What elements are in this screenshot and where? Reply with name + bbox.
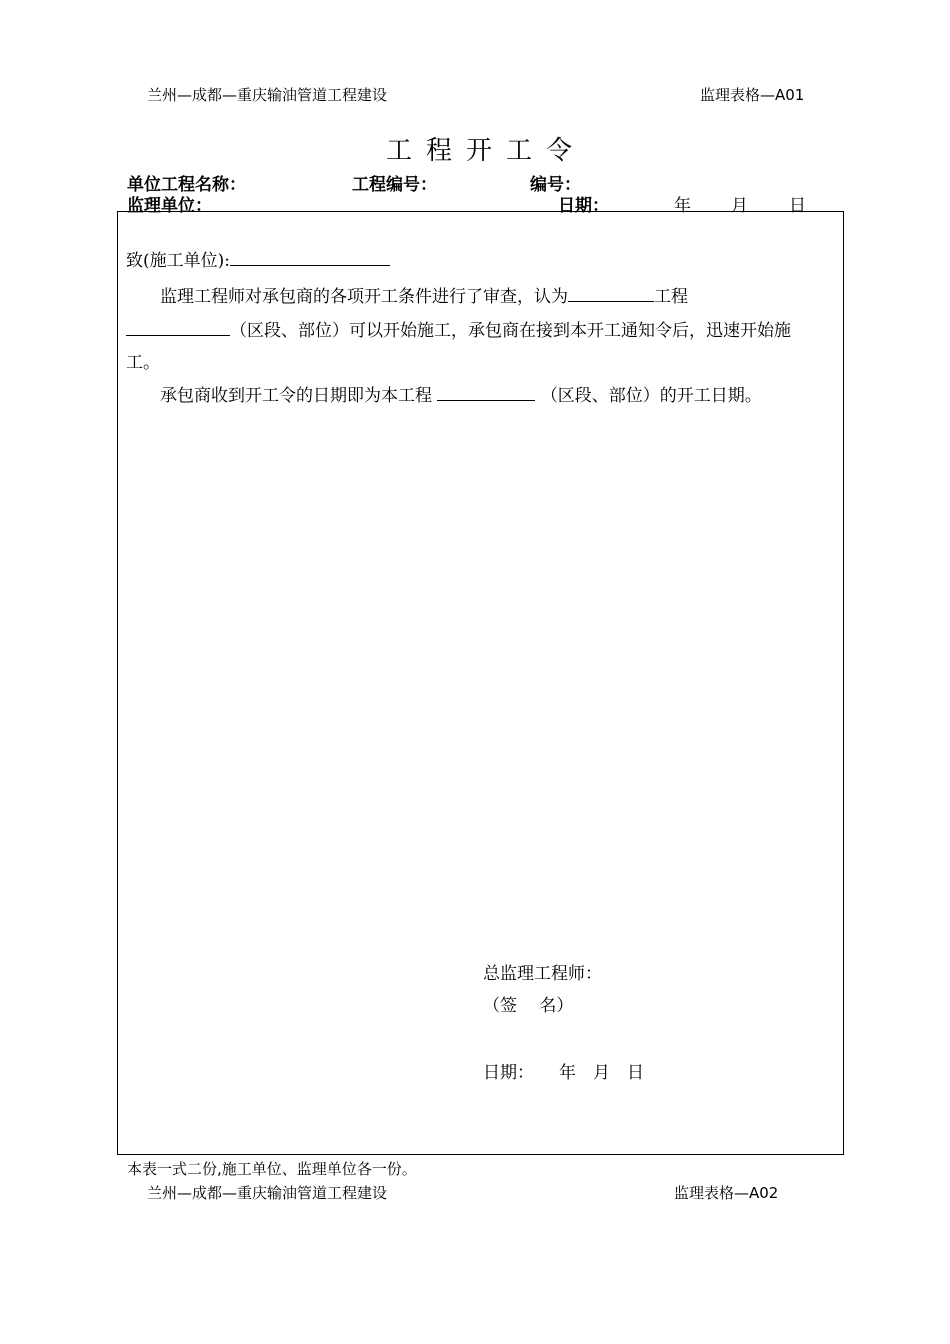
- commencement-section-blank[interactable]: [437, 382, 535, 401]
- supervisor-unit-label: 监理单位：: [127, 196, 212, 216]
- p1-text-b: 工程: [654, 287, 688, 307]
- p2-text-a: 承包商收到开工令的日期即为本工程: [160, 386, 432, 406]
- paragraph-2: [160, 381, 762, 406]
- header-project: 兰州—成都—重庆输油管道工程建设: [147, 86, 388, 104]
- page-title: 工程开工令: [386, 136, 587, 166]
- p2-text-b: （区段、部位）的开工日期。: [540, 386, 762, 406]
- p1-text-c: （区段、部位）可以开始施工，承包商在接到本开工通知令后，迅速开始施: [230, 321, 791, 341]
- date-day: 日: [789, 196, 806, 216]
- signature-label: （签 名）: [483, 996, 574, 1016]
- serial-no-label: 编号：: [530, 175, 581, 195]
- signature-date-label: 日期：: [483, 1063, 534, 1083]
- footer-form-code: 监理表格—A02: [674, 1184, 779, 1202]
- date-year: 年: [674, 196, 691, 216]
- addressee-blank[interactable]: [230, 247, 390, 266]
- header-form-code: 监理表格—A01: [700, 86, 805, 104]
- section-blank[interactable]: [126, 317, 230, 336]
- date-label: 日期：: [558, 196, 609, 216]
- order-content-box: [117, 211, 844, 1155]
- unit-project-label: 单位工程名称：: [127, 175, 246, 195]
- footer-note: 本表一式二份,施工单位、监理单位各一份。: [127, 1160, 417, 1178]
- footer-project: 兰州—成都—重庆输油管道工程建设: [147, 1184, 388, 1202]
- p1-text-a: 监理工程师对承包商的各项开工条件进行了审查，认为: [160, 287, 568, 307]
- signature-date-year: 年: [559, 1063, 576, 1083]
- project-no-label: 工程编号：: [352, 175, 437, 195]
- signature-date-month: 月: [593, 1063, 610, 1083]
- paragraph-1-line-1: [160, 282, 688, 307]
- paragraph-1-line-2: [126, 316, 791, 341]
- paragraph-1-line-3: 工。: [126, 353, 160, 373]
- signature-date-day: 日: [627, 1063, 644, 1083]
- date-month: 月: [731, 196, 748, 216]
- project-name-blank[interactable]: [568, 283, 654, 302]
- addressee-label: 致(施工单位):: [126, 251, 230, 271]
- chief-engineer-label: 总监理工程师：: [483, 964, 602, 984]
- addressee-line: [126, 246, 390, 271]
